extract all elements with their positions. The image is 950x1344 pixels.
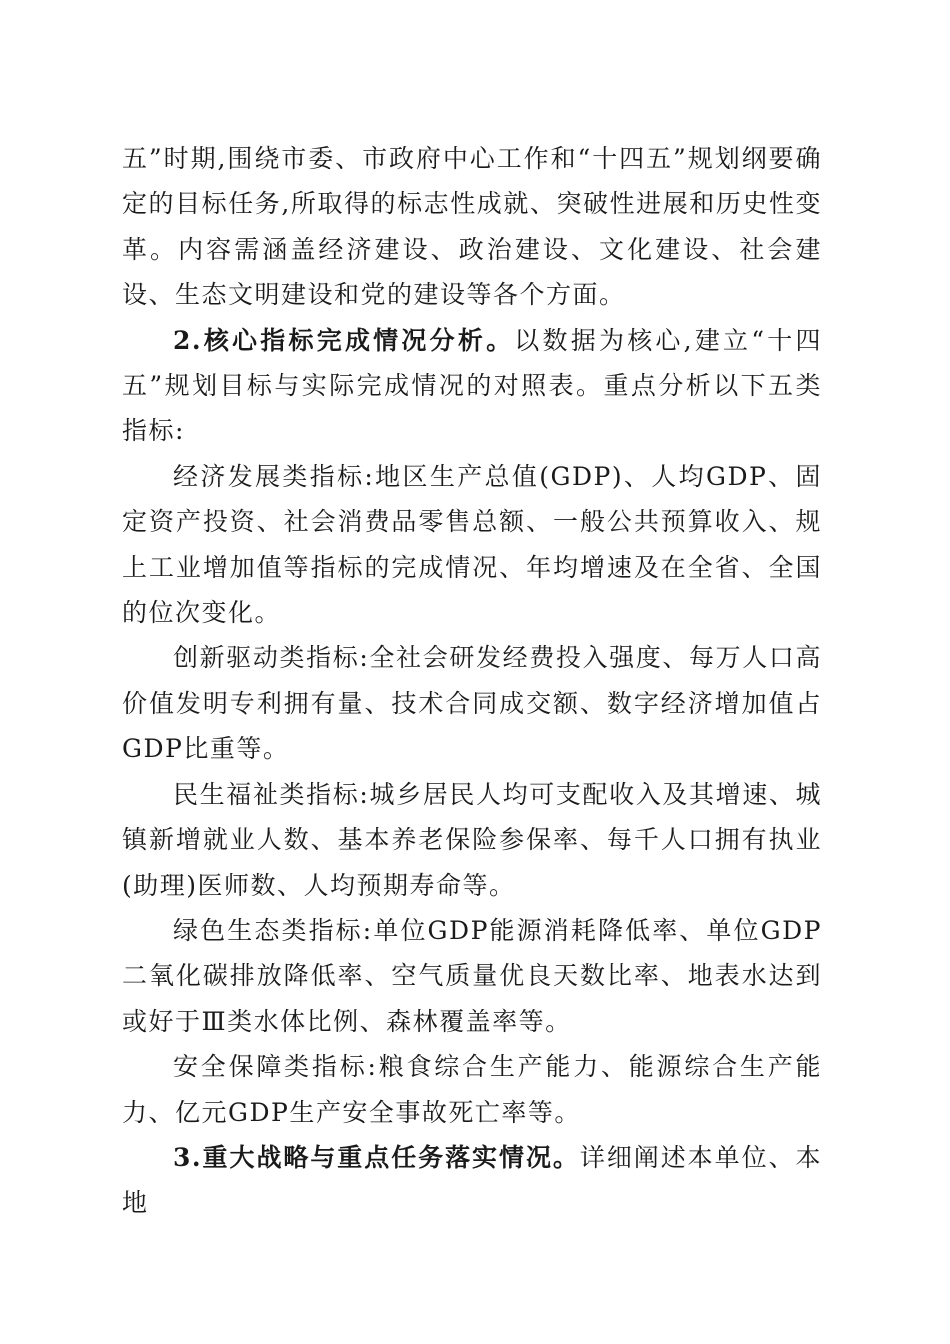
- paragraph-innovation-indicators: [122, 635, 822, 771]
- paragraph-major-strategies: [122, 1135, 822, 1226]
- paragraph-text: 绿色生态类指标:单位GDP能源消耗降低率、单位GDP二氧化碳排放降低率、空气质量优良天数比率、地表水达到或好于Ⅲ类水体比例、森林覆盖率等。: [122, 915, 822, 1036]
- paragraph-text: 五”时期,围绕市委、市政府中心工作和“十四五”规划纲要确定的目标任务,所取得的标志性成就、突破性进展和历史性变革。内容需涵盖经济建设、政治建设、文化建设、社会建设、生态文明建设和党的建设等各个方面。: [122, 144, 822, 310]
- paragraph-text: 经济发展类指标:地区生产总值(GDP)、人均GDP、固定资产投资、社会消费品零售总额、一般公共预算收入、规上工业增加值等指标的完成情况、年均增速及在全省、全国的位次变化。: [122, 461, 822, 628]
- paragraph-core-indicators: [122, 318, 822, 454]
- paragraph-text: 创新驱动类指标:全社会研发经费投入强度、每万人口高价值发明专利拥有量、技术合同成交额、数字经济增加值占GDP比重等。: [122, 643, 822, 764]
- paragraph-achievements-scope: [122, 136, 822, 318]
- paragraph-text: 详细阐述本单位、本地: [122, 1142, 822, 1218]
- paragraph-livelihood-indicators: [122, 772, 822, 908]
- section-heading-major-strategies: 3.重大战略与重点任务落实情况。: [173, 1142, 580, 1172]
- paragraph-text: 以数据为核心,建立“十四五”规划目标与实际完成情况的对照表。重点分析以下五类指标:: [122, 325, 822, 446]
- section-heading-core-indicators: 2.核心指标完成情况分析。: [173, 325, 515, 355]
- paragraph-economic-indicators: [122, 454, 822, 636]
- paragraph-text: 安全保障类指标:粮食综合生产能力、能源综合生产能力、亿元GDP生产安全事故死亡率等。: [122, 1052, 822, 1127]
- paragraph-text: 民生福祉类指标:城乡居民人均可支配收入及其增速、城镇新增就业人数、基本养老保险参保率、每千人口拥有执业(助理)医师数、人均预期寿命等。: [122, 779, 822, 900]
- paragraph-green-indicators: [122, 908, 822, 1044]
- document-body: [122, 136, 822, 1226]
- paragraph-security-indicators: [122, 1044, 822, 1135]
